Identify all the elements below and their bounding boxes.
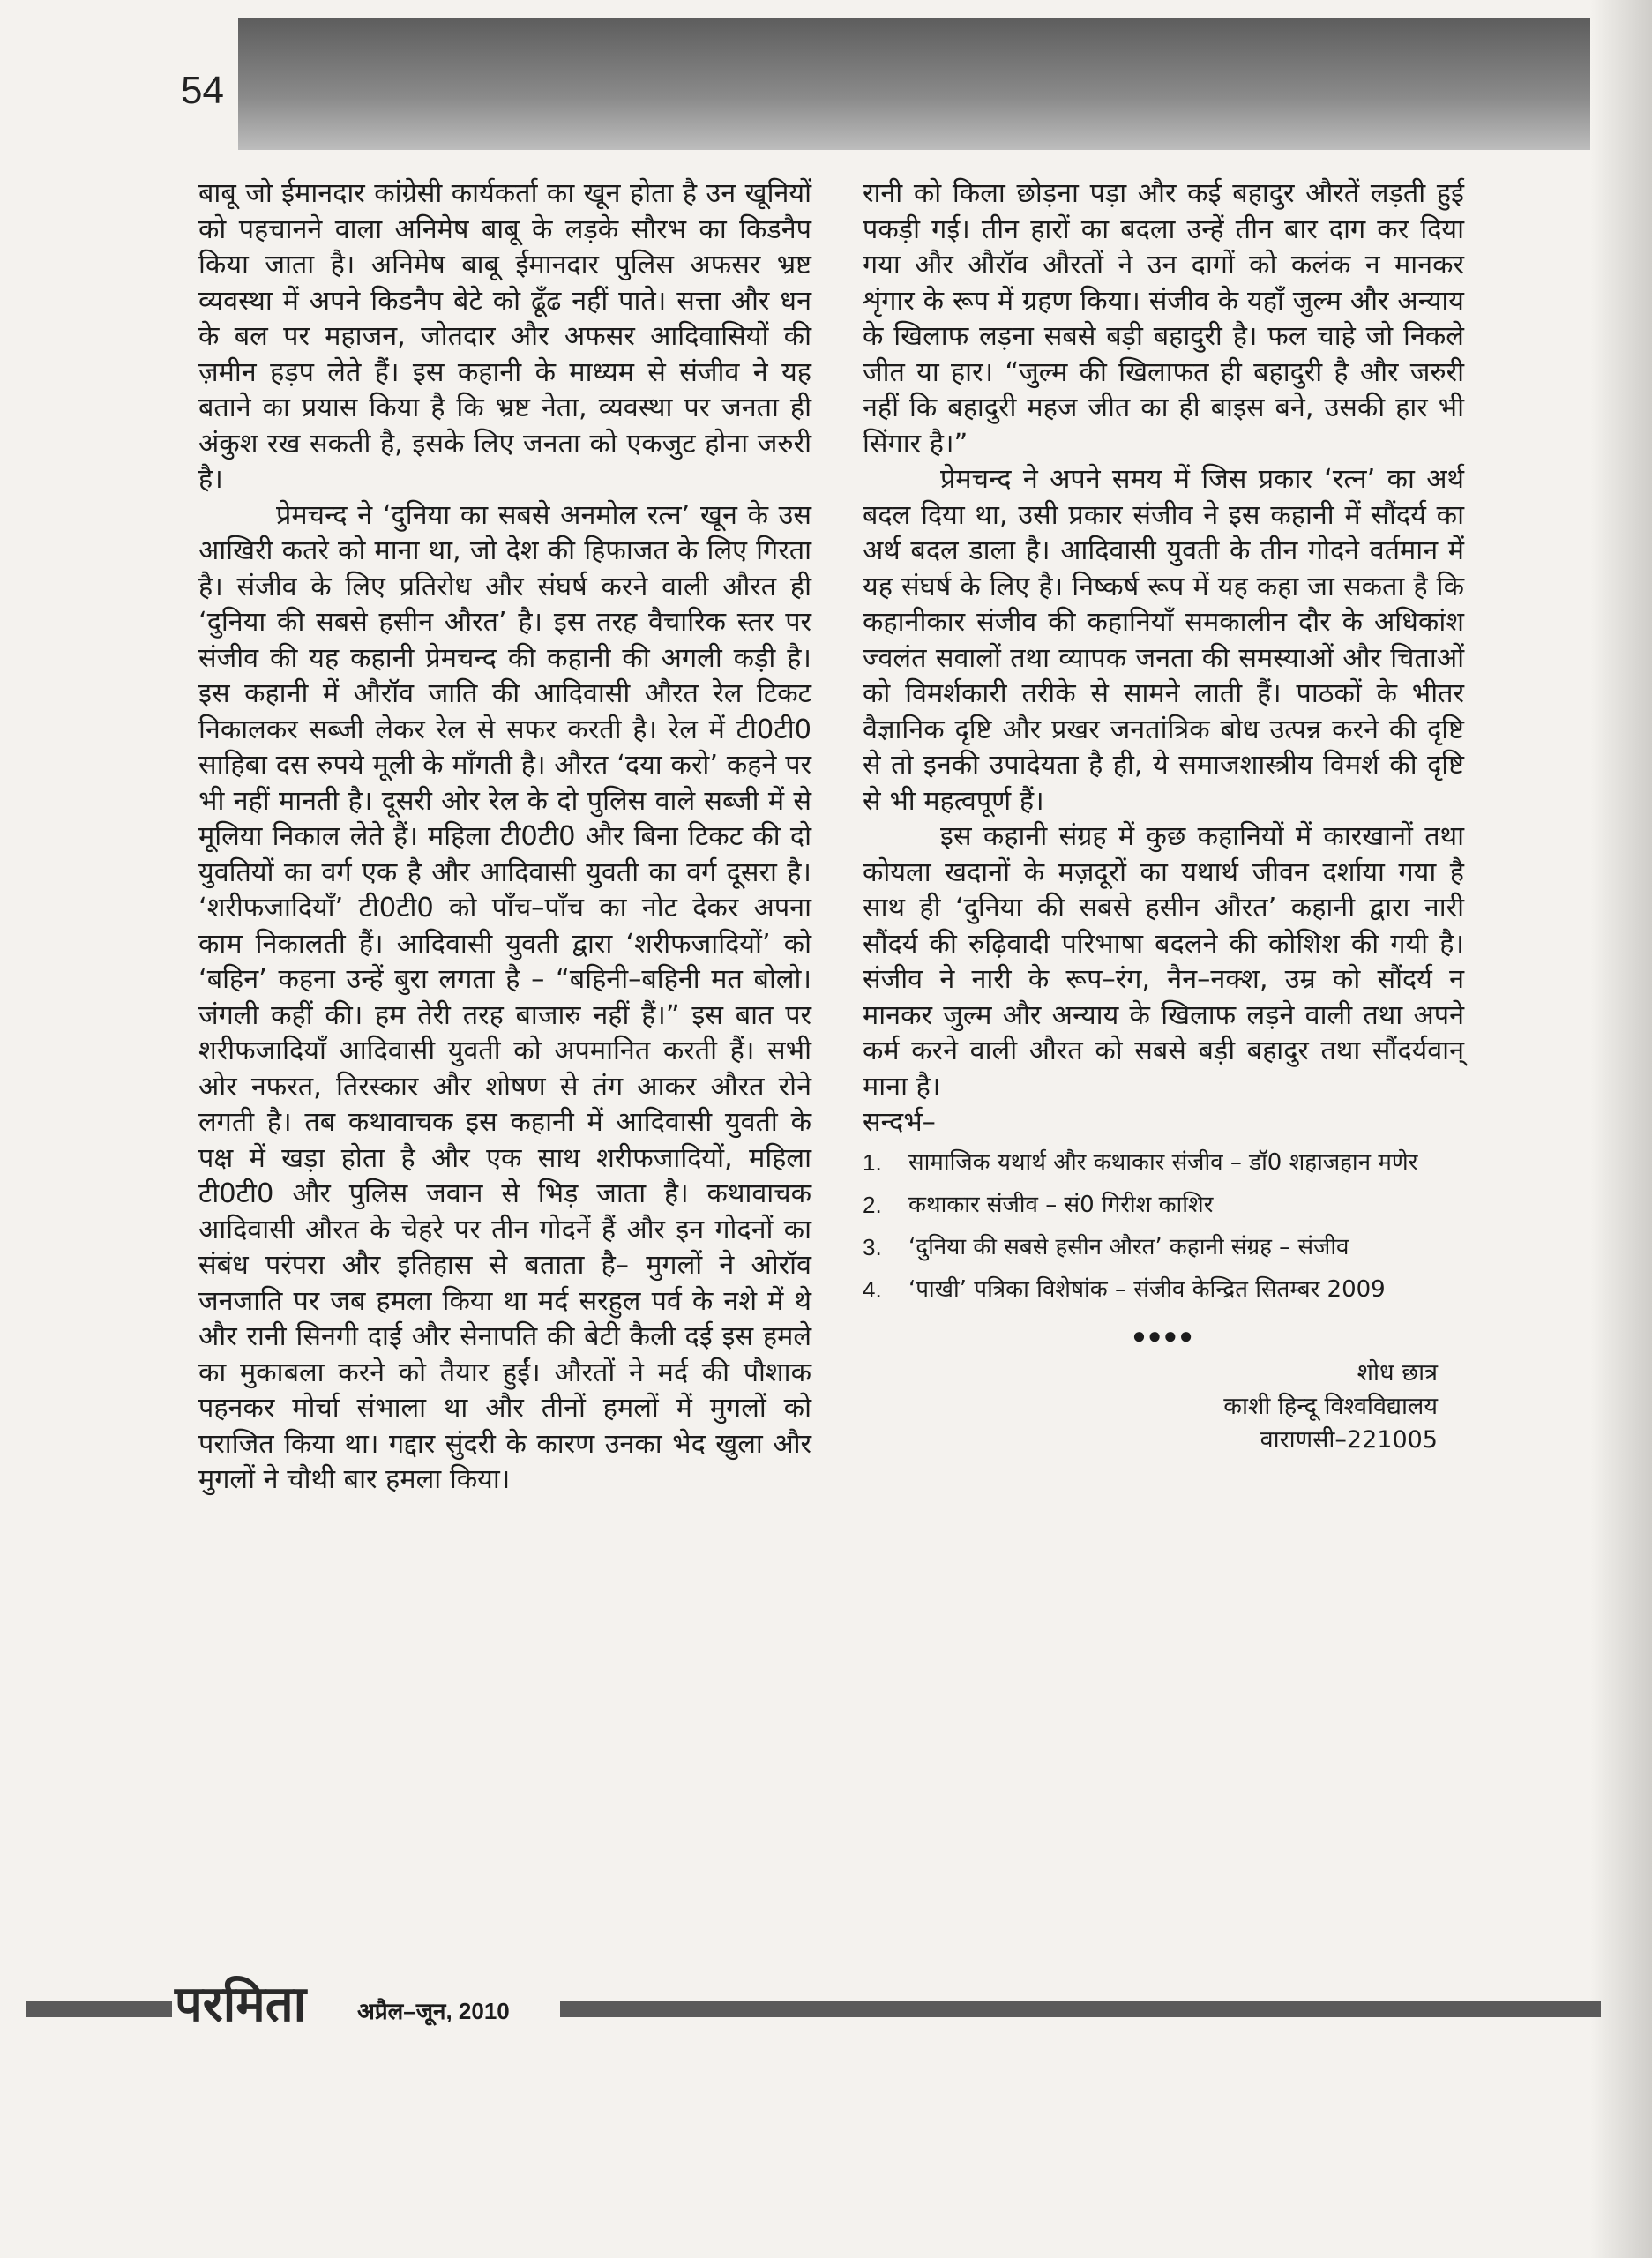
reference-item <box>863 1274 1464 1305</box>
top-shadow-band <box>238 18 1605 150</box>
reference-number: 1. <box>863 1148 882 1176</box>
references-list <box>863 1147 1464 1305</box>
right-column <box>863 176 1464 1457</box>
footer-rule-left <box>26 2001 172 2017</box>
page-number: 54 <box>181 69 224 112</box>
right-paragraph-1: रानी को किला छोड़ना पड़ा और कई बहादुर औरतें लड़ती हुई पकड़ी गई। तीन हारों का बदला उन्हें तीन बार दाग कर दिया गया और औरॉव औरतों ने उन दागों को कलंक न मानकर शृंगार के रूप में ग्रहण किया। संजीव के यहाँ जुल्म और अन्याय के खिलाफ लड़ना सबसे बड़ी बहादुरी है। फल चाहे जो निकले जीत या हार। “जुल्म की खिलाफत ही बहादुरी है और जरुरी नहीं कि बहादुरी महज जीत का ही बाइस बने, उसकी हार भी सिंगार है।” <box>863 178 1464 460</box>
author-role: शोध छात्र <box>1357 1359 1438 1387</box>
references-title: सन्दर्भ– <box>863 1107 936 1138</box>
right-paragraph-2: प्रेमचन्द ने अपने समय में जिस प्रकार ‘रत्न’ का अर्थ बदल दिया था, उसी प्रकार संजीव ने इस कहानी में सौंदर्य का अर्थ बदल डाला है। आदिवासी युवती के तीन गोदने वर्तमान में यह संघर्ष के लिए है। निष्कर्ष रूप में यह कहा जा सकता है कि कहानीकार संजीव की कहानियाँ समकालीन दौर के अधिकांश ज्वलंत सवालों तथा व्यापक जनता की समस्याओं और चिताओं को विमर्शकारी तरीके से सामने लाती हैं। पाठकों के भीतर वैज्ञानिक दृष्टि और प्रखर जनतांत्रिक बोध उत्पन्न करने की दृष्टि से तो इनकी उपादेयता है ही, ये समाजशास्त्रीय विमर्श की दृष्टि से भी महत्वपूर्ण हैं। <box>863 464 1464 817</box>
reference-number: 3. <box>863 1233 882 1260</box>
magazine-logo: परमिता <box>175 1975 307 2033</box>
left-paragraph-1: बाबू जो ईमानदार कांग्रेसी कार्यकर्ता का खून होता है उन खूनियों को पहचानने वाला अनिमेष बाबू के लड़के सौरभ का किडनैप किया जाता है। अनिमेष बाबू ईमानदार पुलिस अफसर भ्रष्ट व्यवस्था में अपने किडनैप बेटे को ढूँढ नहीं पाते। सत्ता और धन के बल पर महाजन, जोतदार और अफसर आदिवासियों की ज़मीन हड़प लेते हैं। इस कहानी के माध्यम से संजीव ने यह बताने का प्रयास किया है कि भ्रष्ट नेता, व्यवस्था पर जनता ही अंकुश रख सकती है, इसके लिए जनता को एकजुट होना जरुरी है। <box>198 178 811 495</box>
author-institution: काशी हिन्दू विश्वविद्यालय <box>1223 1393 1438 1420</box>
page-edge-shadow <box>1590 0 1652 2258</box>
footer-rule-right <box>560 2001 1601 2017</box>
left-column <box>198 176 811 1499</box>
reference-text: ‘दुनिया की सबसे हसीन औरत’ कहानी संग्रह – संजीव <box>908 1233 1349 1260</box>
reference-number: 2. <box>863 1191 882 1218</box>
section-separator: ●●●● <box>1132 1321 1195 1349</box>
reference-item <box>863 1189 1464 1221</box>
reference-item <box>863 1147 1464 1178</box>
reference-item <box>863 1231 1464 1263</box>
author-affiliation <box>863 1357 1438 1457</box>
left-paragraph-2: प्रेमचन्द ने ‘दुनिया का सबसे अनमोल रत्न’ खून के उस आखिरी कतरे को माना था, जो देश की हिफाजत के लिए गिरता है। संजीव के लिए प्रतिरोध और संघर्ष करने वाली औरत ही ‘दुनिया की सबसे हसीन औरत’ है। इस तरह वैचारिक स्तर पर संजीव की यह कहानी प्रेमचन्द की कहानी की अगली कड़ी है। इस कहानी में औरॉव जाति की आदिवासी औरत रेल टिकट निकालकर सब्जी लेकर रेल से सफर करती है। रेल में टी0टी0 साहिबा दस रुपये मूली के माँगती है। औरत ‘दया करो’ कहने पर भी नहीं मानती है। दूसरी ओर रेल के दो पुलिस वाले सब्जी में से मूलिया निकाल लेते हैं। महिला टी0टी0 और बिना टिकट की दो युवतियों का वर्ग एक है और आदिवासी युवती का वर्ग दूसरा है। ‘शरीफजादियाँ’ टी0टी0 को पाँच–पाँच का नोट देकर अपना काम निकालती हैं। आदिवासी युवती द्वारा ‘शरीफजादियों’ को ‘बहिन’ कहना उन्हें बुरा लगता है – “बहिनी–बहिनी मत बोलो। जंगली कहीं की। हम तेरी तरह बाजारु नहीं हैं।” इस बात पर शरीफजादियाँ आदिवासी युवती को अपमानित करती हैं। सभी ओर नफरत, तिरस्कार और शोषण से तंग आकर औरत रोने लगती है। तब कथावाचक इस कहानी में आदिवासी युवती के पक्ष में खड़ा होता है और एक साथ शरीफजादियों, महिला टी0टी0 और पुलिस जवान से भिड़ जाता है। कथावाचक आदिवासी औरत के चेहरे पर तीन गोदनें हैं और इन गोदनों का संबंध परंपरा और इतिहास से बताता है– मुगलों ने ओरॉव जनजाति पर जब हमला किया था मर्द सरहुल पर्व के नशे में थे और रानी सिनगी दाई और सेनापति की बेटी कैली दई इस हमले का मुकाबला करने को तैयार हुईं। औरतों ने मर्द की पौशाक पहनकर मोर्चा संभाला था और तीनों हमलों में मुगलों को पराजित किया था। गद्दार सुंदरी के कारण उनका भेद खुला और मुगलों ने चौथी बार हमला किया। <box>198 499 811 1495</box>
right-paragraph-3: इस कहानी संग्रह में कुछ कहानियों में कारखानों तथा कोयला खदानों के मज़दूरों का यथार्थ जीवन दर्शाया गया है साथ ही ‘दुनिया की सबसे हसीन औरत’ कहानी द्वारा नारी सौंदर्य की रुढ़िवादी परिभाषा बदलने की कोशिश की गयी है। संजीव ने नारी के रूप–रंग, नैन–नक्श, उम्र को सौंदर्य न मानकर जुल्म और अन्याय के खिलाफ लड़ने वाली तथा अपने कर्म करने वाली औरत को सबसे बड़ी बहादुर तथा सौंदर्यवान् माना है। <box>863 821 1464 1103</box>
reference-text: ‘पाखी’ पत्रिका विशेषांक – संजीव केन्द्रित सितम्बर 2009 <box>908 1275 1386 1303</box>
issue-date: अप्रैल–जून, 2010 <box>357 1998 510 2024</box>
reference-text: सामाजिक यथार्थ और कथाकार संजीव – डॉ0 शहाजहान मणेर <box>908 1148 1418 1176</box>
author-city: वाराणसी–221005 <box>1260 1426 1438 1454</box>
reference-text: कथाकार संजीव – सं0 गिरीश काशिर <box>908 1191 1214 1218</box>
reference-number: 4. <box>863 1275 882 1303</box>
